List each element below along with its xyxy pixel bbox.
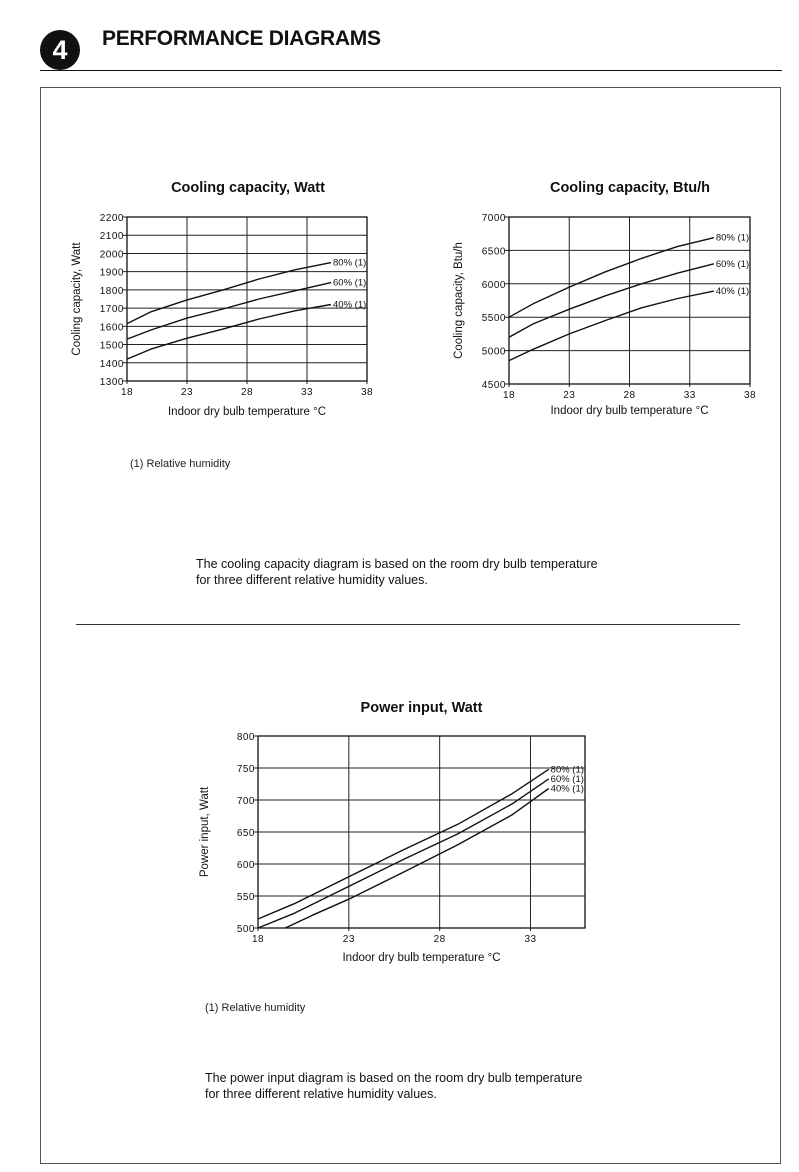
cooling-btu-xtick-label: 28 xyxy=(623,390,636,401)
cooling-watt-series-label: 60% (1) xyxy=(333,277,367,289)
power-description-line: for three different relative humidity values. xyxy=(205,1087,437,1101)
cooling-btu-xtick-label: 33 xyxy=(683,390,696,401)
cooling-watt-series-line xyxy=(127,283,331,340)
cooling-watt-xtick-label: 18 xyxy=(120,387,134,398)
power-xtick-label: 33 xyxy=(524,934,537,945)
cooling-btu-series-label: 40% (1) xyxy=(715,286,750,298)
cooling-description-line: for three different relative humidity values. xyxy=(196,573,428,587)
cooling-watt-x-axis-label: Indoor dry bulb temperature °C xyxy=(167,406,327,418)
cooling-watt-ytick-label: 2000 xyxy=(99,249,124,261)
power-series-line xyxy=(258,769,549,919)
section-number-badge: 4 xyxy=(40,30,80,70)
cooling-btu-ytick-label: 6000 xyxy=(481,279,506,291)
power-title: Power input, Watt xyxy=(360,700,483,716)
cooling-btu-xtick-label: 38 xyxy=(743,390,757,401)
cooling-btu-y-axis-label: Cooling capacity, Btu/h xyxy=(453,242,465,359)
cooling-btu-xtick-label: 23 xyxy=(563,390,576,401)
power-series-line xyxy=(258,779,549,928)
power-ytick-label: 700 xyxy=(236,796,255,807)
power-chart xyxy=(199,732,585,964)
cooling-watt-chart xyxy=(71,213,373,418)
cooling-btu-x-axis-label: Indoor dry bulb temperature °C xyxy=(550,405,709,417)
cooling-btu-series-line xyxy=(509,238,714,318)
cooling-watt-ytick-label: 1400 xyxy=(99,358,124,370)
power-xtick-label: 28 xyxy=(433,934,446,945)
power-xtick-label: 23 xyxy=(342,934,355,945)
power-description-line: The power input diagram is based on the room dry bulb temperature xyxy=(205,1071,583,1085)
power-footnote: (1) Relative humidity xyxy=(205,1002,306,1014)
cooling-watt-series-line xyxy=(127,305,331,360)
cooling-watt-ytick-label: 1900 xyxy=(99,267,124,279)
cooling-watt-title: Cooling capacity, Watt xyxy=(171,180,325,196)
cooling-watt-ytick-label: 1800 xyxy=(99,285,124,297)
cooling-footnote: (1) Relative humidity xyxy=(130,458,231,470)
power-series-label: 60% (1) xyxy=(550,773,584,785)
cooling-watt-y-axis-label: Cooling capacity, Watt xyxy=(71,242,83,356)
cooling-watt-series-label: 40% (1) xyxy=(333,299,367,311)
cooling-description-line: The cooling capacity diagram is based on the room dry bulb temperature xyxy=(196,557,598,571)
cooling-watt-xtick-label: 23 xyxy=(180,387,194,398)
cooling-btu-ytick-label: 5500 xyxy=(481,313,506,325)
cooling-watt-ytick-label: 1500 xyxy=(99,340,124,352)
power-ytick-label: 500 xyxy=(236,924,255,935)
cooling-watt-ytick-label: 1600 xyxy=(99,322,124,334)
cooling-btu-series-label: 60% (1) xyxy=(715,258,750,270)
cooling-watt-ytick-label: 1300 xyxy=(99,377,124,388)
power-ytick-label: 800 xyxy=(236,732,255,743)
cooling-watt-series-label: 80% (1) xyxy=(333,257,367,269)
power-y-axis-label: Power input, Watt xyxy=(199,786,211,878)
cooling-watt-xtick-label: 38 xyxy=(360,387,374,398)
power-xtick-label: 18 xyxy=(251,934,265,945)
cooling-btu-ytick-label: 7000 xyxy=(481,213,506,224)
cooling-btu-chart xyxy=(453,213,756,417)
power-ytick-label: 750 xyxy=(236,764,255,775)
cooling-watt-ytick-label: 2100 xyxy=(99,231,124,243)
cooling-btu-series-label: 80% (1) xyxy=(715,232,750,244)
power-series-label: 80% (1) xyxy=(550,764,584,776)
cooling-btu-title: Cooling capacity, Btu/h xyxy=(549,180,711,196)
cooling-watt-xtick-label: 33 xyxy=(300,387,314,398)
power-series-line xyxy=(285,789,548,929)
cooling-btu-ytick-label: 5000 xyxy=(481,346,506,358)
cooling-btu-ytick-label: 4500 xyxy=(481,380,506,391)
cooling-btu-ytick-label: 6500 xyxy=(481,246,506,258)
cooling-watt-ytick-label: 1700 xyxy=(99,304,124,316)
power-ytick-label: 600 xyxy=(236,860,255,871)
cooling-watt-ytick-label: 2200 xyxy=(99,213,124,224)
cooling-btu-xtick-label: 18 xyxy=(502,390,516,401)
cooling-watt-xtick-label: 28 xyxy=(240,387,254,398)
page-title: PERFORMANCE DIAGRAMS xyxy=(102,27,381,50)
power-x-axis-label: Indoor dry bulb temperature °C xyxy=(342,952,501,964)
power-ytick-label: 650 xyxy=(236,828,255,839)
power-ytick-label: 550 xyxy=(236,892,255,903)
power-series-label: 40% (1) xyxy=(550,783,584,795)
